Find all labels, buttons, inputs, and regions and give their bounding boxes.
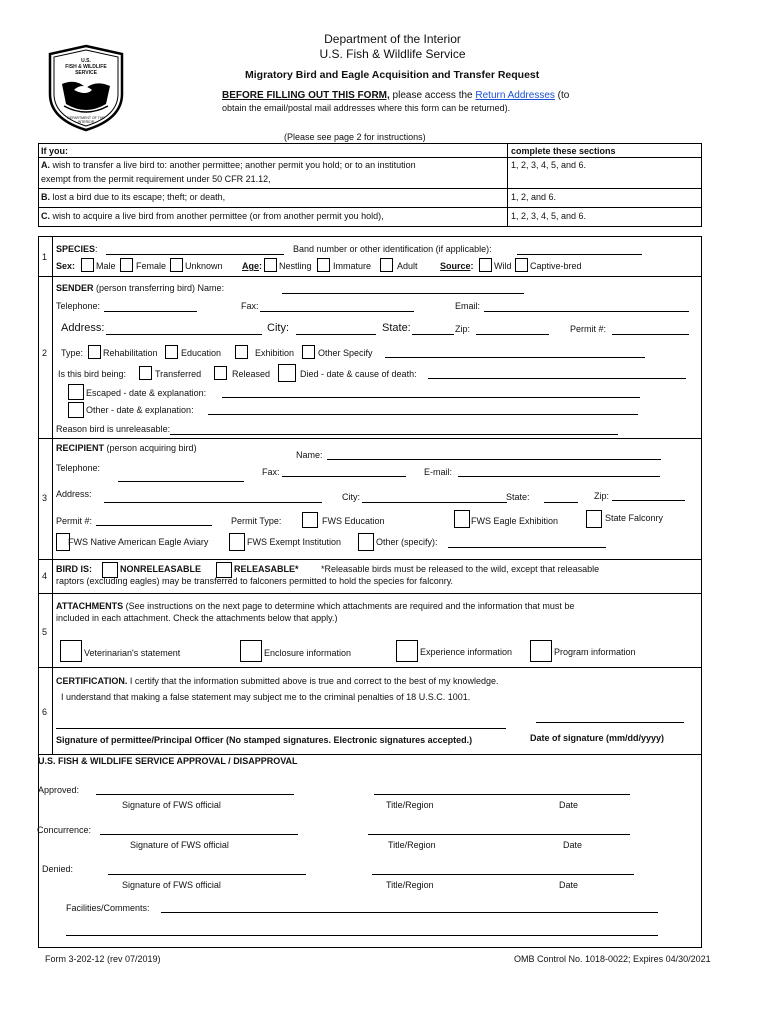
row-a-text: A. wish to transfer a live bird to: another permittee; another permit you hold; or to an institution [41, 160, 416, 170]
approved-title-caption: Title/Region [386, 800, 434, 810]
nestling-checkbox[interactable] [264, 258, 277, 272]
sender-zip-field[interactable] [476, 334, 549, 335]
concurrence-signature-field[interactable] [100, 834, 298, 835]
escaped-field[interactable] [222, 397, 640, 398]
recipient-name-field[interactable] [327, 459, 661, 460]
sender-state-field[interactable] [412, 334, 454, 335]
captive-checkbox[interactable] [515, 258, 528, 272]
denied-title-caption: Title/Region [386, 880, 434, 890]
sender-address-field[interactable] [106, 334, 262, 335]
captive-label: Captive-bred [530, 261, 582, 271]
enclosure-checkbox[interactable] [240, 640, 262, 662]
recipient-email-label: E-mail: [424, 467, 453, 477]
adult-label: Adult [397, 261, 418, 271]
approved-sig-caption: Signature of FWS official [122, 800, 221, 810]
died-label: Died - date & cause of death: [300, 369, 417, 379]
fws-logo [46, 44, 126, 132]
escaped-label: Escaped - date & explanation: [86, 388, 207, 398]
other-date-checkbox[interactable] [68, 402, 84, 418]
certification-label: CERTIFICATION. I certify that the information submitted above is true and correct to the best of my knowledge. [56, 676, 499, 686]
releasable-note2: raptors (excluding eagles) may be transferred to falconers permitted to hold the species for falconry. [56, 576, 454, 586]
attachments-label: ATTACHMENTS (See instructions on the next page to determine which attachments are required and the information that must be [56, 601, 575, 611]
concurrence-label: Concurrence: [37, 825, 92, 835]
sender-permit-field[interactable] [612, 334, 689, 335]
approved-label: Approved: [38, 785, 80, 795]
sender-email-field[interactable] [484, 311, 689, 312]
sender-fax-label: Fax: [241, 301, 259, 311]
exhibition-label: Exhibition [255, 348, 295, 358]
other-date-label: Other - date & explanation: [86, 405, 194, 415]
female-label: Female [136, 261, 167, 271]
section-3-num: 3 [42, 493, 48, 503]
fws-eagle-checkbox[interactable] [454, 510, 470, 528]
concurrence-date-caption: Date [563, 840, 583, 850]
section-6-num: 6 [42, 707, 48, 717]
state-falconry-label: State Falconry [605, 513, 664, 523]
row-c-text: C. wish to acquire a live bird from another permittee (or from another permit you hold), [41, 211, 384, 221]
education-label: Education [181, 348, 222, 358]
unknown-label: Unknown [185, 261, 223, 271]
recipient-telephone-field[interactable] [118, 481, 244, 482]
recipient-state-label: State: [506, 492, 530, 502]
male-label: Male [96, 261, 116, 271]
approval-heading: U.S. FISH & WILDLIFE SERVICE APPROVAL / DISAPPROVAL [38, 756, 298, 766]
immature-label: Immature [333, 261, 372, 271]
sender-label: SENDER (person transferring bird) Name: [56, 283, 225, 293]
source-label: Source: [440, 261, 474, 271]
denied-signature-field[interactable] [108, 874, 306, 875]
sender-name-field[interactable] [282, 293, 524, 294]
adult-checkbox[interactable] [380, 258, 393, 272]
denied-date-caption: Date [559, 880, 579, 890]
died-checkbox[interactable] [278, 364, 296, 382]
concurrence-sig-caption: Signature of FWS official [130, 840, 229, 850]
immature-checkbox[interactable] [317, 258, 330, 272]
sender-address-label: Address: [61, 322, 105, 334]
signature-date-field[interactable] [536, 722, 684, 723]
released-label: Released [232, 369, 271, 379]
logo-ring-text: DEPARTMENT OF THE INTERIOR [67, 116, 105, 124]
releasable-note: *Releasable birds must be released to the wild, except that releasable [321, 564, 600, 574]
exhibition-checkbox[interactable] [235, 345, 248, 359]
species-field[interactable] [106, 254, 284, 255]
recipient-fax-label: Fax: [262, 467, 280, 477]
sender-fax-field[interactable] [260, 311, 414, 312]
age-label: Age: [242, 261, 263, 271]
sender-city-field[interactable] [296, 334, 376, 335]
concurrence-title-caption: Title/Region [388, 840, 436, 850]
other-recipient-checkbox[interactable] [358, 533, 374, 551]
wild-label: Wild [494, 261, 512, 271]
row-c-sections: 1, 2, 3, 4, 5, and 6. [511, 211, 587, 221]
instructions-note: (Please see page 2 for instructions) [284, 132, 426, 142]
fws-education-checkbox[interactable] [302, 512, 318, 528]
recipient-address-label: Address: [56, 489, 92, 499]
before-bold: BEFORE FILLING OUT THIS FORM, [222, 90, 390, 101]
recipient-email-field[interactable] [458, 476, 660, 477]
recipient-permit-label: Permit #: [56, 516, 93, 526]
other-date-field[interactable] [208, 414, 638, 415]
row-a-text2: exempt from the permit requirement under 50 CFR 21.12, [41, 174, 271, 184]
male-checkbox[interactable] [81, 258, 94, 272]
sender-telephone-label: Telephone: [56, 301, 101, 311]
denied-sig-caption: Signature of FWS official [122, 880, 221, 890]
logo-text-bot: SERVICE [75, 70, 97, 76]
denied-title-field[interactable] [372, 874, 634, 875]
rehab-checkbox[interactable] [88, 345, 101, 359]
sender-telephone-field[interactable] [104, 311, 197, 312]
recipient-state-field[interactable] [544, 502, 578, 503]
dept-title: Department of the Interior [324, 32, 461, 46]
band-label: Band number or other identification (if applicable): [293, 244, 492, 254]
attachments-text2: included in each attachment. Check the attachments below that apply.) [56, 613, 338, 623]
recipient-zip-field[interactable] [612, 500, 685, 501]
sender-state-label: State: [382, 322, 411, 334]
ifyou-header: If you: [41, 146, 68, 156]
releasable-label: RELEASABLE* [234, 564, 299, 574]
facilities-label: Facilities/Comments: [66, 903, 150, 913]
transferred-checkbox[interactable] [139, 366, 152, 380]
species-label: SPECIES: [56, 244, 98, 254]
sender-zip-label: Zip: [455, 324, 471, 334]
before-text2: (to [554, 90, 570, 101]
recipient-city-field[interactable] [362, 502, 507, 503]
row-b-text: B. lost a bird due to its escape; theft; or death, [41, 192, 226, 202]
sex-label: Sex: [56, 261, 76, 271]
exempt-label: FWS Exempt Institution [247, 537, 342, 547]
experience-checkbox[interactable] [396, 640, 418, 662]
reason-field[interactable] [170, 434, 618, 435]
released-checkbox[interactable] [214, 366, 227, 380]
reason-label: Reason bird is unreleasable: [56, 424, 171, 434]
recipient-permit-field[interactable] [96, 525, 212, 526]
program-label: Program information [554, 647, 636, 657]
return-addresses-link[interactable]: Return Addresses [475, 90, 555, 101]
is-bird-label: Is this bird being: [58, 369, 127, 379]
sender-email-label: Email: [455, 301, 481, 311]
vet-label: Veterinarian's statement [84, 648, 181, 658]
other-specify-label: Other Specify [318, 348, 373, 358]
recipient-telephone-label: Telephone: [56, 463, 101, 473]
other-specify-field[interactable] [385, 357, 645, 358]
exempt-checkbox[interactable] [229, 533, 245, 551]
vet-checkbox[interactable] [60, 640, 82, 662]
other-recipient-field[interactable] [448, 547, 606, 548]
experience-label: Experience information [420, 647, 513, 657]
permittee-signature-field[interactable] [56, 728, 506, 729]
facilities-field-1[interactable] [161, 912, 658, 913]
logo-text-mid: FISH & WILDLIFE [65, 64, 107, 70]
other-type-checkbox[interactable] [302, 345, 315, 359]
approved-title-field[interactable] [374, 794, 630, 795]
concurrence-title-field[interactable] [368, 834, 630, 835]
enclosure-label: Enclosure information [264, 648, 352, 658]
type-label: Type: [61, 348, 84, 358]
recipient-name-label: Name: [296, 450, 323, 460]
permit-type-label: Permit Type: [231, 516, 282, 526]
signature-date-label: Date of signature (mm/dd/yyyy) [530, 733, 665, 743]
unknown-checkbox[interactable] [170, 258, 183, 272]
fws-eagle-label: FWS Eagle Exhibition [471, 516, 559, 526]
before-text: please access the [389, 90, 476, 101]
form-number: Form 3-202-12 (rev 07/2019) [45, 954, 161, 964]
row-b-sections: 1, 2, and 6. [511, 192, 557, 202]
section-2-num: 2 [42, 348, 48, 358]
recipient-fax-field[interactable] [282, 476, 406, 477]
row-a-sections: 1, 2, 3, 4, 5, and 6. [511, 160, 587, 170]
sender-city-label: City: [267, 322, 289, 334]
nonreleasable-label: NONRELEASABLE [120, 564, 202, 574]
before-line2: obtain the email/postal mail addresses where this form can be returned). [222, 103, 511, 113]
rehab-label: Rehabilitation [103, 348, 158, 358]
wild-checkbox[interactable] [479, 258, 492, 272]
escaped-checkbox[interactable] [68, 384, 84, 400]
nestling-label: Nestling [279, 261, 312, 271]
state-falconry-checkbox[interactable] [586, 510, 602, 528]
approved-signature-field[interactable] [96, 794, 294, 795]
section-4-num: 4 [42, 571, 48, 581]
native-label: FWS Native American Eagle Aviary [68, 537, 209, 547]
form-title: Migratory Bird and Eagle Acquisition and Transfer Request [245, 69, 540, 81]
sender-permit-label: Permit #: [570, 324, 607, 334]
sections-header: complete these sections [511, 146, 616, 156]
approved-date-caption: Date [559, 800, 579, 810]
facilities-field-2[interactable] [66, 935, 658, 936]
recipient-label: RECIPIENT (person acquiring bird) [56, 443, 197, 453]
before-note [222, 90, 569, 101]
band-field[interactable] [517, 254, 642, 255]
recipient-city-label: City: [342, 492, 360, 502]
program-checkbox[interactable] [530, 640, 552, 662]
education-checkbox[interactable] [165, 345, 178, 359]
female-checkbox[interactable] [120, 258, 133, 272]
section-1-num: 1 [42, 252, 48, 262]
died-field[interactable] [428, 378, 686, 379]
certification-text2: I understand that making a false statement may subject me to the criminal penalties of 18 U.S.C. 1001. [61, 692, 471, 702]
bird-is-label: BIRD IS: [56, 564, 92, 574]
recipient-zip-label: Zip: [594, 491, 610, 501]
transferred-label: Transferred [155, 369, 202, 379]
other-recipient-label: Other (specify): [376, 537, 438, 547]
signature-label: Signature of permittee/Principal Officer (No stamped signatures. Electronic signatures accepted.) [56, 735, 473, 745]
logo-text-top: U.S. [81, 58, 91, 64]
section-5-num: 5 [42, 627, 48, 637]
fws-education-label: FWS Education [322, 516, 385, 526]
denied-label: Denied: [42, 864, 74, 874]
service-title: U.S. Fish & Wildlife Service [319, 47, 466, 61]
recipient-address-field[interactable] [104, 502, 322, 503]
omb-control: OMB Control No. 1018-0022; Expires 04/30/2021 [514, 954, 711, 964]
